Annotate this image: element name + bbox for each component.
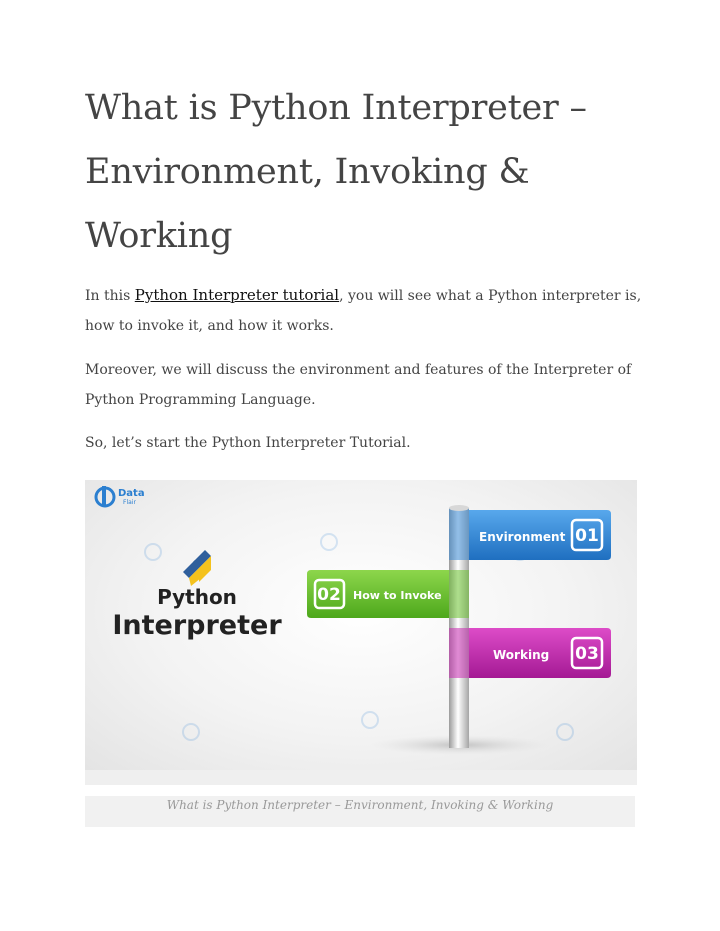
article-figure bbox=[85, 480, 637, 785]
para3-line: So, let’s start the Python Interpreter Tutorial. bbox=[85, 435, 411, 451]
intro-line-1 bbox=[85, 280, 645, 311]
brand-name: Data bbox=[118, 488, 145, 499]
figure-image bbox=[85, 480, 637, 770]
sign-working bbox=[449, 628, 611, 678]
intro-text-before: In this bbox=[85, 288, 135, 304]
figure-heading-python: Python bbox=[157, 585, 237, 609]
sign-working-label: Working bbox=[493, 648, 550, 662]
start-paragraph bbox=[85, 428, 645, 458]
dataflair-logo-icon bbox=[96, 486, 114, 506]
title-line-1: What is Python Interpreter – bbox=[85, 88, 587, 128]
intro-paragraph bbox=[85, 280, 645, 341]
intro-text-after: , you will see what a Python interpreter is, bbox=[339, 288, 642, 304]
sign-environment-label: Environment bbox=[479, 530, 566, 544]
intro-line-2: how to invoke it, and how it works. bbox=[85, 318, 334, 334]
sign-environment-number: 01 bbox=[575, 526, 599, 546]
brand-sub: Flair bbox=[123, 499, 136, 506]
figure-caption bbox=[85, 796, 635, 827]
sign-working-number: 03 bbox=[575, 644, 599, 664]
page-title bbox=[85, 76, 645, 268]
title-line-2: Environment, Invoking & bbox=[85, 152, 530, 192]
figure-heading-interpreter: Interpreter bbox=[112, 610, 282, 641]
environment-paragraph bbox=[85, 355, 645, 415]
sign-environment bbox=[449, 510, 611, 560]
sign-how-to-invoke-number: 02 bbox=[317, 585, 341, 605]
python-interpreter-tutorial-link[interactable]: Python Interpreter tutorial bbox=[134, 286, 340, 304]
title-line-3: Working bbox=[85, 216, 233, 256]
para2-line-2: Python Programming Language. bbox=[85, 392, 316, 408]
para2-line-1: Moreover, we will discuss the environment and features of the Interpreter of bbox=[85, 362, 632, 378]
python-logo-icon bbox=[183, 550, 211, 586]
infographic bbox=[85, 480, 637, 770]
sign-how-to-invoke bbox=[307, 570, 469, 618]
figure-caption-text: What is Python Interpreter – Environment, Invoking & Working bbox=[166, 798, 554, 812]
sign-how-to-invoke-label: How to Invoke bbox=[353, 589, 442, 602]
